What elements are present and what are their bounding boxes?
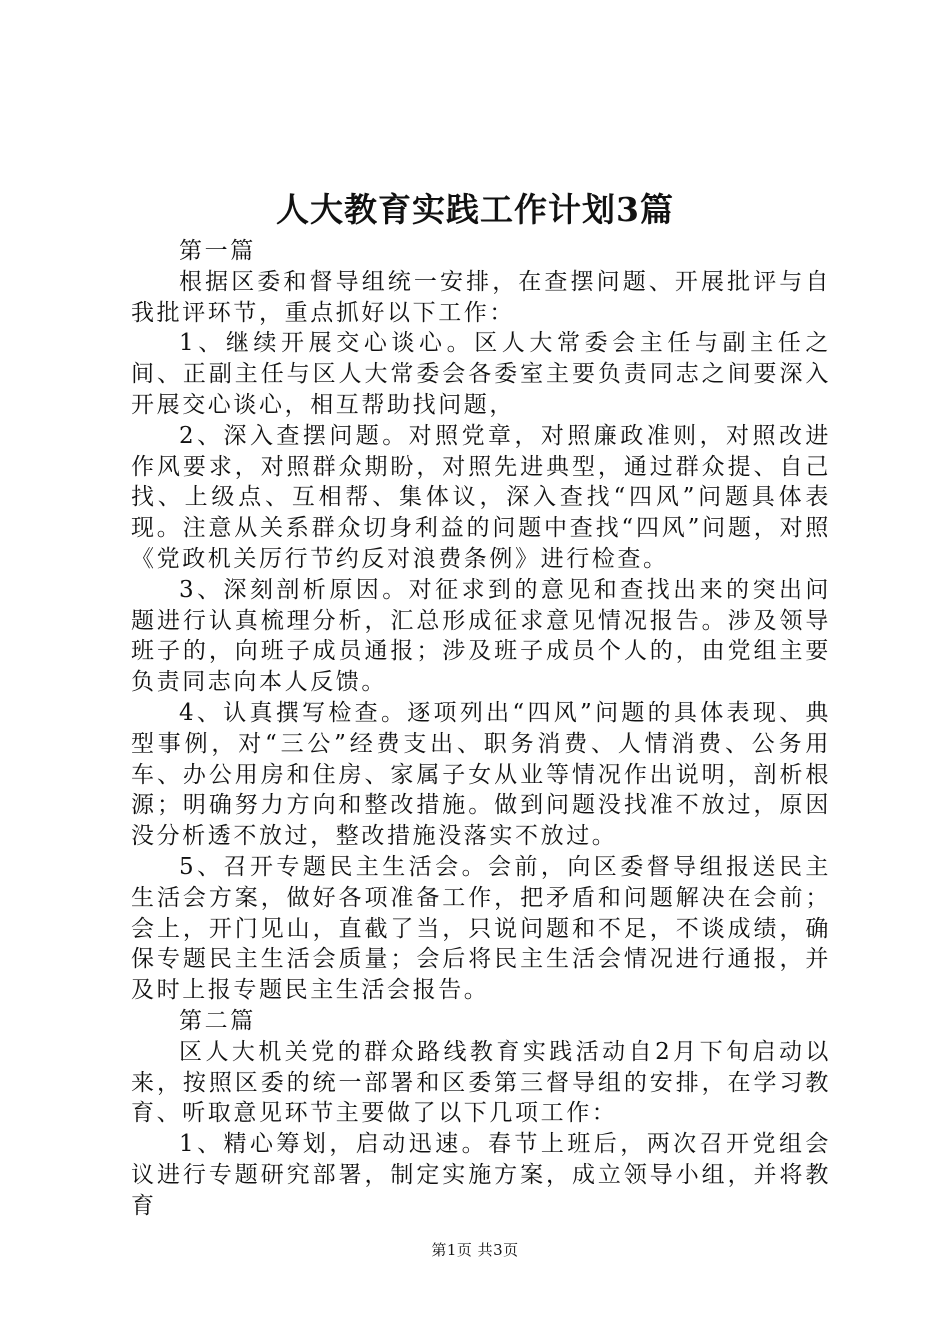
paragraph-item-2-1: 1、精心筹划，启动迅速。春节上班后，两次召开党组会议进行专题研究部署，制定实施方案，成立领导小组，并将教育: [131, 1131, 831, 1219]
paragraph-intro-2: 区人大机关党的群众路线教育实践活动自2月下旬启动以来，按照区委的统一部署和区委第三督导组的安排，在学习教育、听取意见环节主要做了以下几项工作：: [131, 1038, 831, 1127]
paragraph-item-1: 1、继续开展交心谈心。区人大常委会主任与副主任之间、正副主任与区人大常委会各委室主要负责同志之间要深入开展交心谈心，相互帮助找问题，: [131, 330, 831, 418]
paragraph-item-2: 2、深入查摆问题。对照党章，对照廉政准则，对照改进作风要求，对照群众期盼，对照先进典型，通过群众提、自己找、上级点、互相帮、集体议，深入查找“四风”问题具体表现。注意从关系群众切身利益的问题中查找“四风”问题，对照《党政机关厉行节约反对浪费条例》进行检查。: [131, 422, 831, 572]
paragraph-item-4: 4、认真撰写检查。逐项列出“四风”问题的具体表现、典型事例，对“三公”经费支出、职务消费、人情消费、公务用车、办公用房和住房、家属子女从业等情况作出说明，剖析根源；明确努力方向和整改措施。做到问题没找准不放过，原因没分析透不放过，整改措施没落实不放过。: [131, 699, 831, 850]
section-heading-1: 第一篇: [179, 238, 256, 264]
section-heading-2: 第二篇: [179, 1007, 256, 1034]
page-footer: 第1页 共3页: [431, 1241, 519, 1259]
paragraph-item-3: 3、深刻剖析原因。对征求到的意见和查找出来的突出问题进行认真梳理分析，汇总形成征求意见情况报告。涉及领导班子的，向班子成员通报；涉及班子成员个人的，由党组主要负责同志向本人反馈。: [131, 576, 831, 696]
paragraph-item-5: 5、召开专题民主生活会。会前，向区委督导组报送民主生活会方案，做好各项准备工作，把矛盾和问题解决在会前；会上，开门见山，直截了当，只说问题和不足，不谈成绩，确保专题民主生活会质量；会后将民主生活会情况进行通报，并及时上报专题民主生活会报告。: [131, 853, 831, 1004]
document-body: [131, 236, 831, 1222]
paragraph-intro: 根据区委和督导组统一安排，在查摆问题、开展批评与自我批评环节，重点抓好以下工作：: [131, 268, 831, 326]
document-title: 人大教育实践工作计划3篇: [276, 190, 674, 229]
